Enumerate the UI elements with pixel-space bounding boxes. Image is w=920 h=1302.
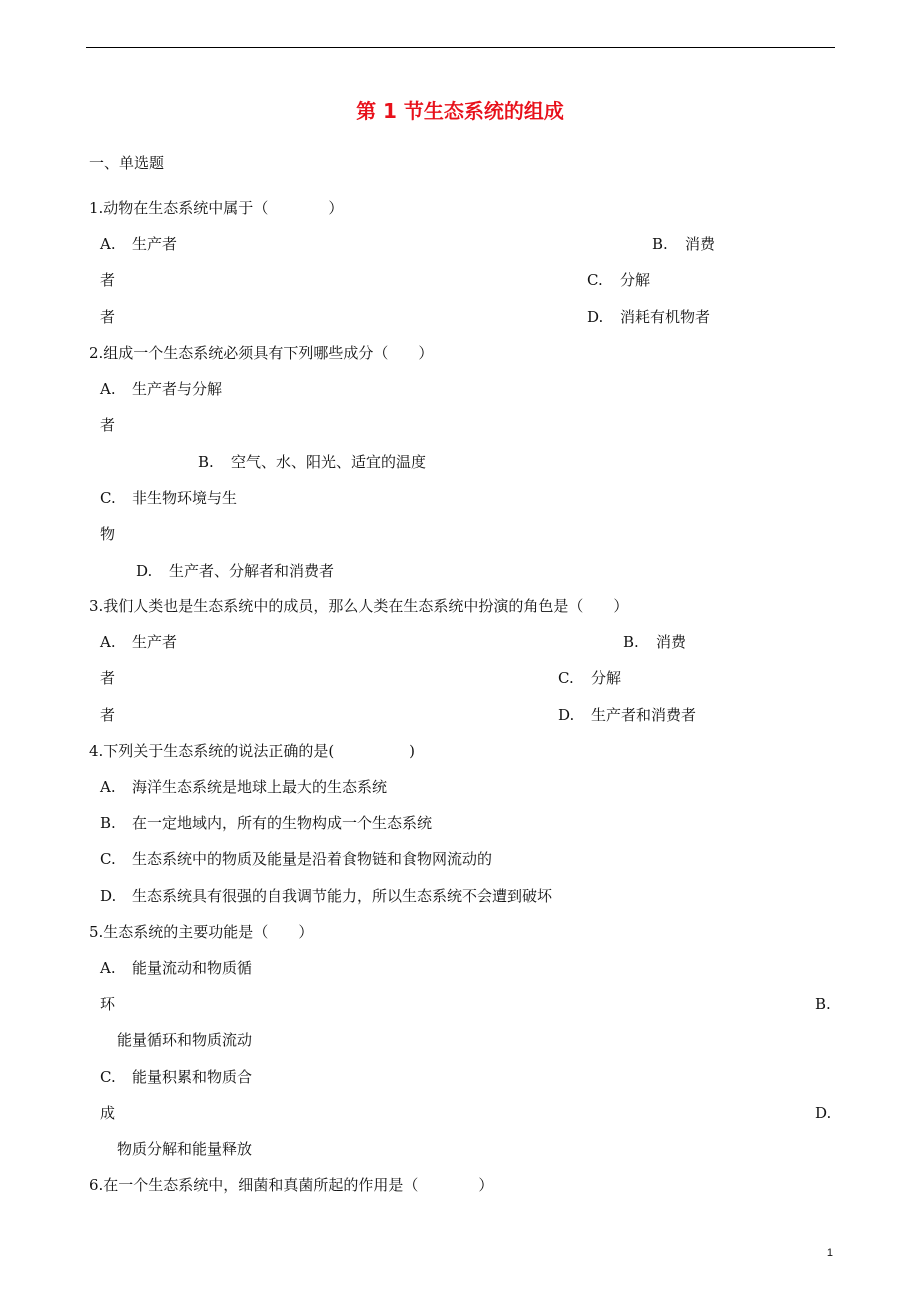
q5-b-text: 能量循环和物质流动: [117, 1031, 253, 1049]
q4-c-label: C.: [100, 850, 116, 868]
q1-b-label: B.: [652, 235, 668, 253]
q2-a-text: 生产者与分解: [132, 380, 223, 398]
q2-d-text: 生产者、分解者和消费者: [169, 562, 335, 580]
q2-b-text: 空气、水、阳光、适宜的温度: [231, 453, 427, 471]
page-number: 1: [826, 1247, 833, 1259]
q3-b-label: B.: [623, 633, 639, 651]
page-title: 第 1 节生态系统的组成: [356, 99, 564, 123]
q5-a-label: A.: [100, 959, 116, 977]
q5-c-cont: 成: [100, 1104, 116, 1122]
q3-b-text: 消费: [656, 633, 687, 651]
q3-a-text: 生产者: [132, 633, 178, 651]
q5-b-label: B.: [815, 995, 831, 1013]
q1-b-text: 消费: [685, 235, 716, 253]
q2-c-label: C.: [100, 489, 116, 507]
q2-a-label: A.: [100, 380, 116, 398]
q4-b-text: 在一定地域内，所有的生物构成一个生态系统: [132, 814, 433, 832]
q3-c-label: C.: [558, 669, 574, 687]
q4-a-label: A.: [100, 778, 116, 796]
q1-c-cont: 者: [100, 308, 116, 326]
q1-c-label: C.: [587, 271, 603, 289]
q3-d-label: D.: [558, 706, 575, 724]
q6-stem: 6.在一个生态系统中，细菌和真菌所起的作用是（ ）: [89, 1176, 494, 1194]
q2-c-cont: 物: [100, 525, 116, 543]
q1-c-text: 分解: [620, 271, 651, 289]
q5-d-label: D.: [815, 1104, 832, 1122]
q1-stem: 1.动物在生态系统中属于（ ）: [89, 199, 344, 217]
q5-c-text: 能量积累和物质合: [132, 1068, 253, 1086]
q4-c-text: 生态系统中的物质及能量是沿着食物链和食物网流动的: [132, 850, 493, 868]
q5-a-text: 能量流动和物质循: [132, 959, 253, 977]
q5-a-cont: 环: [100, 995, 116, 1013]
q3-c-cont: 者: [100, 706, 116, 724]
q4-d-text: 生态系统具有很强的自我调节能力，所以生态系统不会遭到破坏: [132, 887, 553, 905]
q4-b-label: B.: [100, 814, 116, 832]
q3-stem: 3.我们人类也是生态系统中的成员，那么人类在生态系统中扮演的角色是（ ）: [89, 597, 629, 615]
q1-d-text: 消耗有机物者: [620, 308, 711, 326]
q3-d-text: 生产者和消费者: [591, 706, 697, 724]
q3-c-text: 分解: [591, 669, 622, 687]
q4-a-text: 海洋生态系统是地球上最大的生态系统: [132, 778, 388, 796]
q5-stem: 5.生态系统的主要功能是（ ）: [89, 923, 314, 941]
q1-a-label: A.: [100, 235, 116, 253]
q1-a-text: 生产者: [132, 235, 178, 253]
section-heading: 一、单选题: [89, 154, 165, 172]
q1-d-label: D.: [587, 308, 604, 326]
q2-d-label: D.: [136, 562, 153, 580]
q3-b-cont: 者: [100, 669, 116, 687]
q2-c-text: 非生物环境与生: [132, 489, 238, 507]
q2-stem: 2.组成一个生态系统必须具有下列哪些成分（ ）: [89, 344, 434, 362]
header-rule: [86, 47, 835, 48]
q5-c-label: C.: [100, 1068, 116, 1086]
q2-a-cont: 者: [100, 416, 116, 434]
q5-d-text: 物质分解和能量释放: [117, 1140, 253, 1158]
q4-stem: 4.下列关于生态系统的说法正确的是( ): [89, 742, 416, 760]
q1-b-cont: 者: [100, 271, 116, 289]
q2-b-label: B.: [198, 453, 214, 471]
q3-a-label: A.: [100, 633, 116, 651]
q4-d-label: D.: [100, 887, 117, 905]
